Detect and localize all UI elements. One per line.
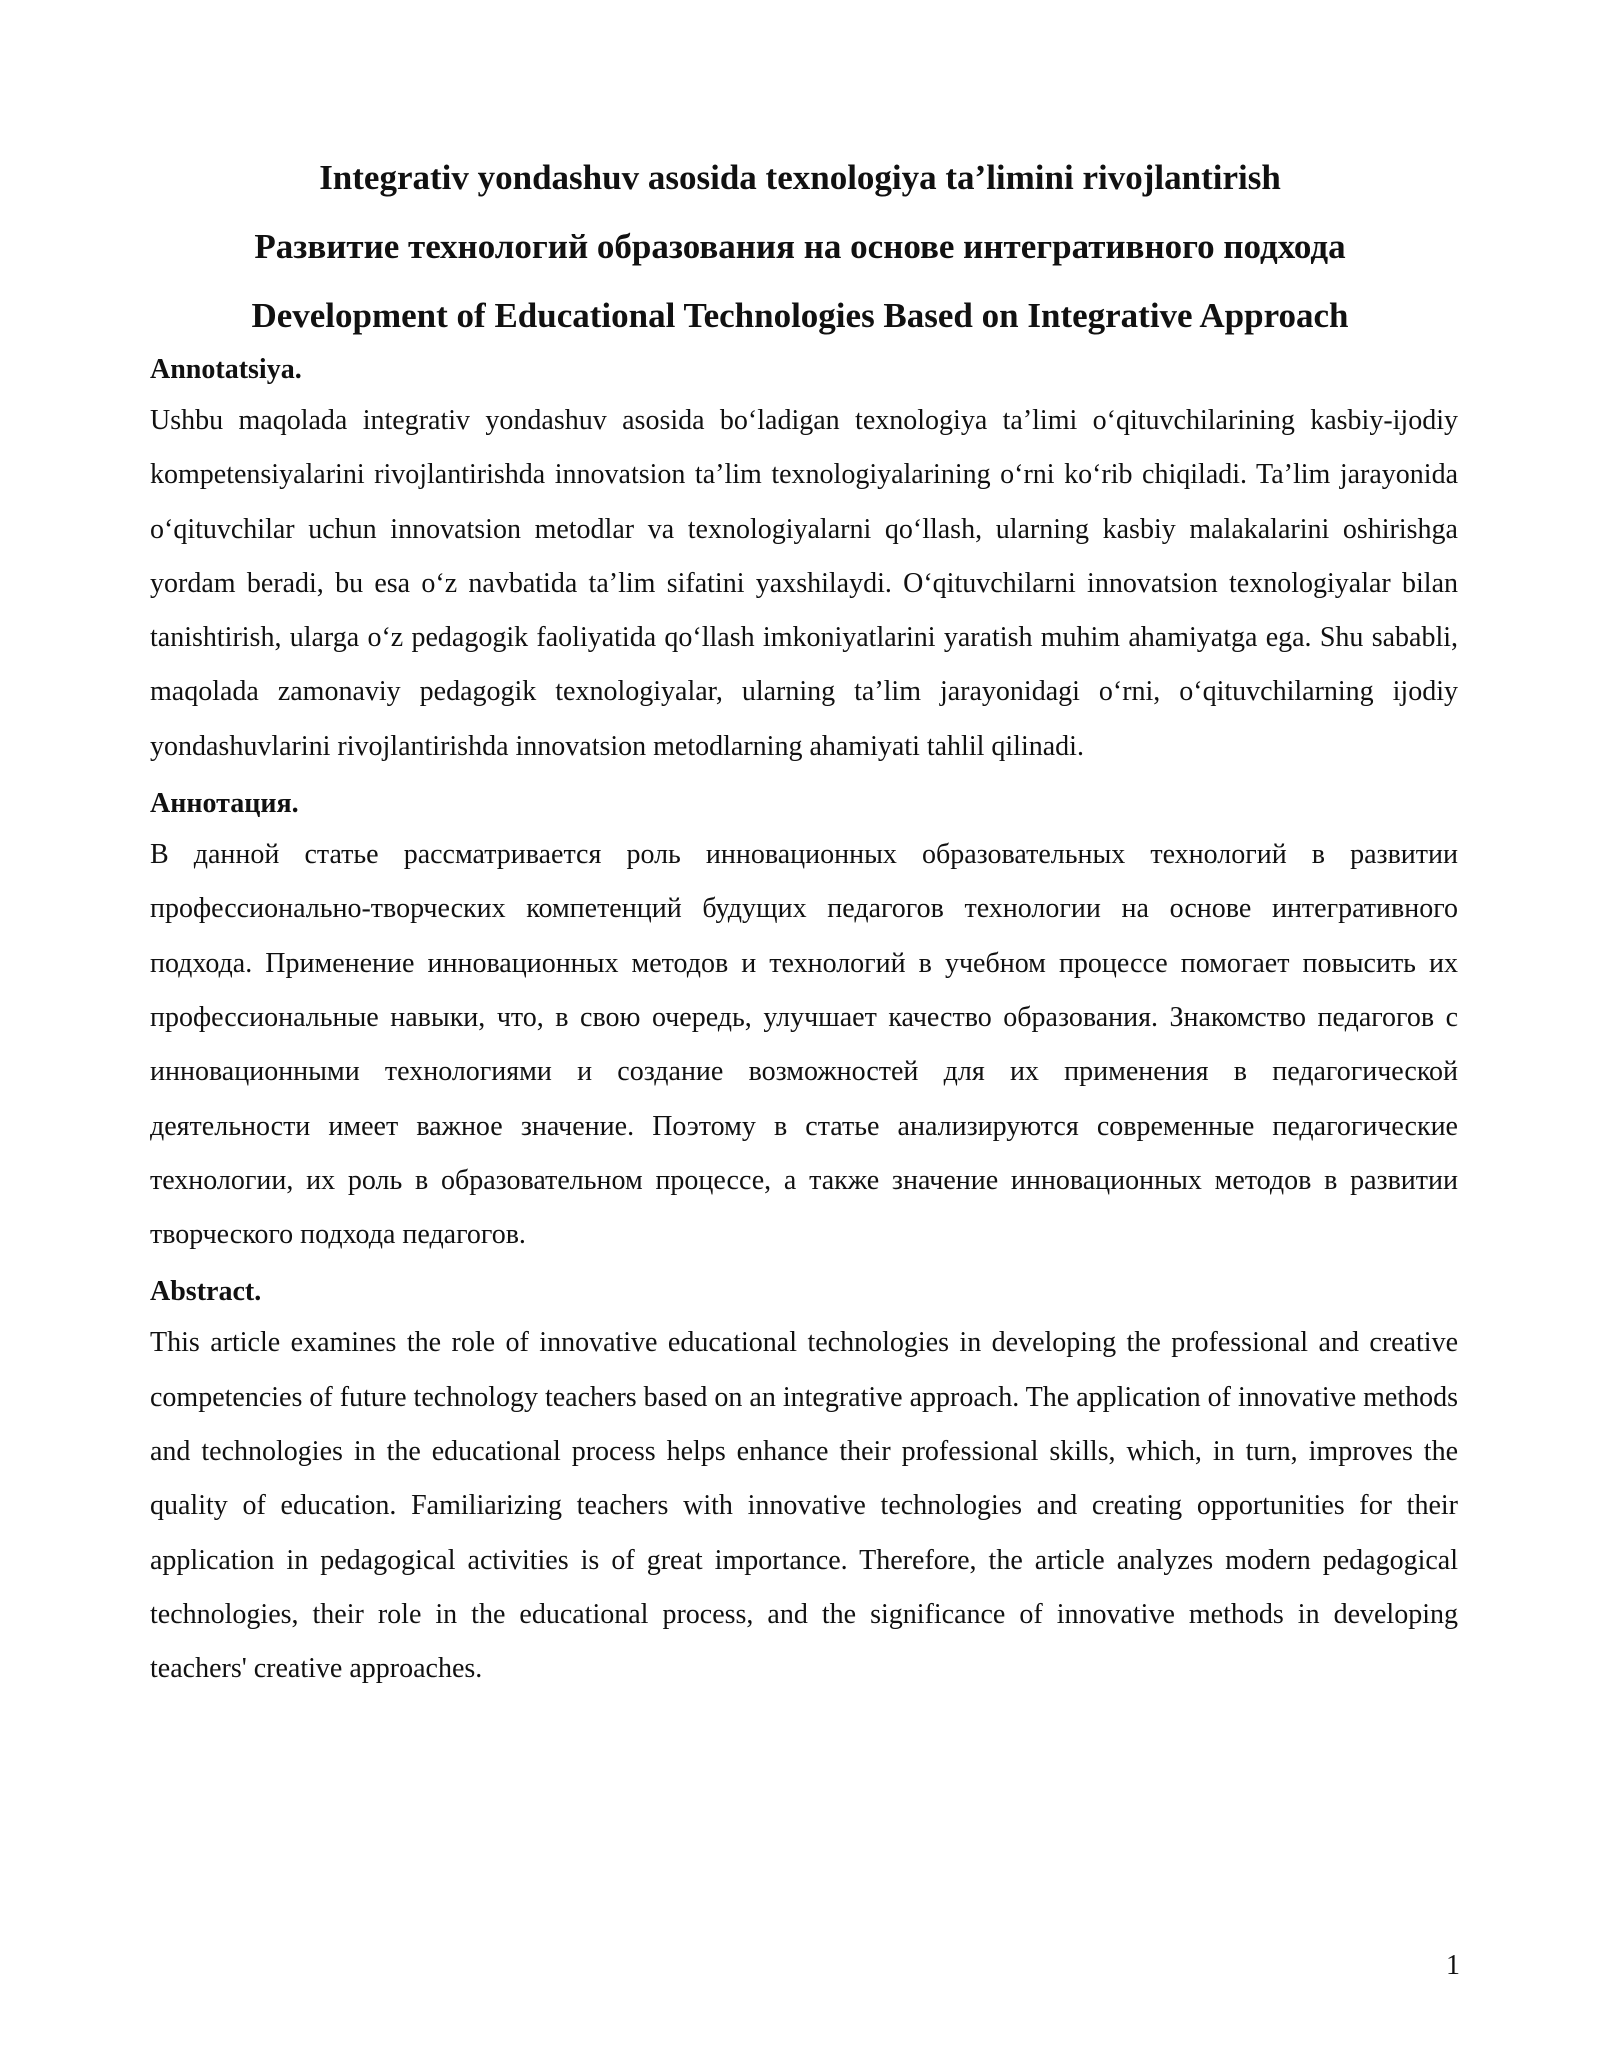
heading-abstract: Abstract. — [150, 1276, 262, 1308]
title-block — [150, 143, 1450, 350]
heading-annotatsiya-ru: Аннотация. — [150, 788, 299, 820]
abstracts-body — [150, 350, 1458, 1707]
section-annotatsiya-ru — [150, 784, 1458, 1262]
heading-annotatsiya: Annotatsiya. — [150, 354, 302, 385]
paragraph-annotatsiya-ru: В данной статье рассматривается роль инновационных образовательных технологий в развитии профессионально-творческих компетенций будущих педагогов технологии на основе интегративного подхода. Применение инновационных методов и технологий в учебном процессе помогает повысить их профессиональные навыки, что, в свою очередь, улучшает качество образования. Знакомство педагогов с инновационными технологиями и создание возможностей для их применения в педагогической деятельности имеет важное значение. Поэтому в статье анализируются современные педагогические технологии, их роль в образовательном процессе, а также значение инновационных методов в развитии творческого подхода педагогов. — [150, 839, 1458, 1251]
paragraph-abstract: This article examines the role of innovative educational technologies in developing the professional and creative competencies of future technology teachers based on an integrative approach. The application of innovative methods and technologies in the educational process helps enhance their professional skills, which, in turn, improves the quality of education. Familiarizing teachers with innovative technologies and creating opportunities for their application in pedagogical activities is of great importance. Therefore, the article analyzes modern pedagogical technologies, their role in the educational process, and the significance of innovative methods in developing teachers' creative approaches. — [150, 1327, 1459, 1685]
section-abstract — [150, 1272, 1458, 1696]
page-number: 1 — [1446, 1950, 1460, 1981]
title-english: Development of Educational Technologies Based on Integrative Approach — [251, 296, 1349, 335]
title-russian: Развитие технологий образования на основе интегративного подхода — [254, 227, 1346, 266]
section-annotatsiya — [150, 350, 1458, 774]
paragraph-annotatsiya: Ushbu maqolada integrativ yondashuv asosida bo‘ladigan texnologiya ta’limi o‘qituvchilarining kasbiy-ijodiy kompetensiyalarini rivojlantirishda innovatsion ta’lim texnologiyalarining o‘rni ko‘rib chiqiladi. Ta’lim jarayonida o‘qituvchilar uchun innovatsion metodlar va texnologiyalarni qo‘llash, ularning kasbiy malakalarini oshirishga yordam beradi, bu esa o‘z navbatida ta’lim sifatini yaxshilaydi. O‘qituvchilarni innovatsion texnologiyalar bilan tanishtirish, ularga o‘z pedagogik faoliyatida qo‘llash imkoniyatlarini yaratish muhim ahamiyatga ega. Shu sababli, maqolada zamonaviy pedagogik texnologiyalar, ularning ta’lim jarayonidagi o‘rni, o‘qituvchilarning ijodiy yondashuvlarini rivojlantirishda innovatsion metodlarning ahamiyati tahlil qilinadi. — [150, 405, 1458, 762]
title-uzbek: Integrativ yondashuv asosida texnologiya ta’limini rivojlantirish — [319, 158, 1281, 197]
